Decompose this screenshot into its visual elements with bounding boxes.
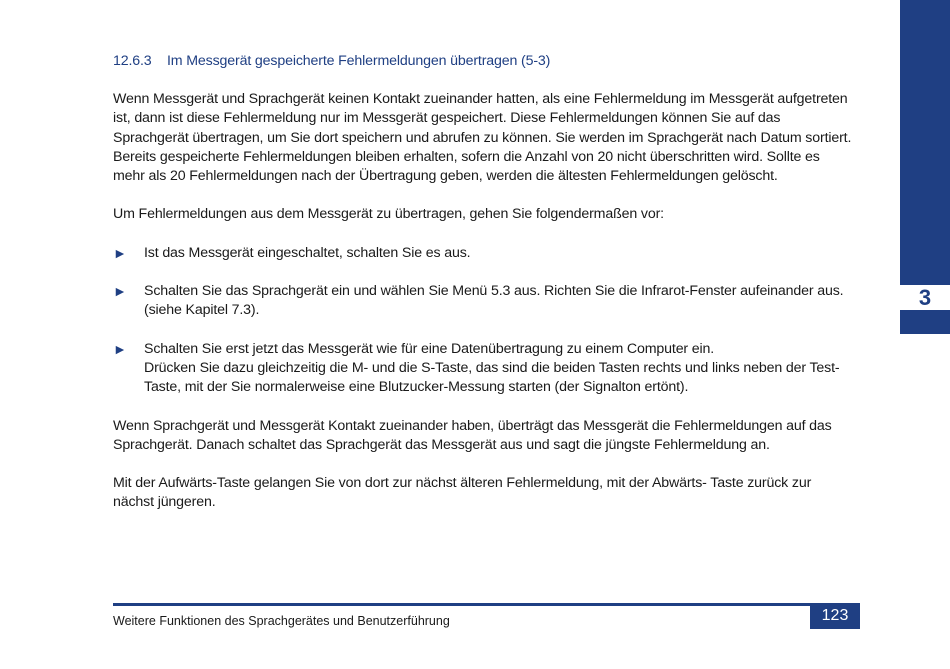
- chapter-tab-band-bottom: [900, 310, 950, 334]
- page-number: 123: [810, 603, 860, 629]
- bullet-text: Drücken Sie dazu gleichzeitig die M- und die S-Taste, das sind die beiden Tasten rechts und links neben der Test-Taste, mit der Sie normalerweise eine Blutzucker-Messung starten (der Signalton ertönt).: [144, 359, 840, 396]
- chapter-tab-band-top: [900, 0, 950, 285]
- bullet-text: Ist das Messgerät eingeschaltet, schalten Sie es aus.: [144, 244, 471, 261]
- bullet-item-1: [113, 244, 853, 263]
- chapter-tab-number: 3: [918, 285, 932, 310]
- instruction-paragraph: Um Fehlermeldungen aus dem Messgerät zu übertragen, gehen Sie folgendermaßen vor:: [113, 206, 664, 223]
- bullet-text: (siehe Kapitel 7.3).: [144, 302, 260, 319]
- section-title: Im Messgerät gespeicherte Fehlermeldungen übertragen (5-3): [167, 53, 551, 69]
- contact-paragraph: Wenn Sprachgerät und Messgerät Kontakt zueinander haben, überträgt das Messgerät die Fehlermeldungen auf das Sprachgerät. Danach schaltet das Sprachgerät das Messgerät aus und sagt die jüngste Fehlermeldung an.: [113, 417, 832, 453]
- navigation-paragraph: Mit der Aufwärts-Taste gelangen Sie von dort zur nächst älteren Fehlermeldung, mit der Abwärts- Taste zurück zur nächst jüngeren.: [113, 475, 812, 511]
- bullet-arrow-icon: ►: [113, 244, 127, 261]
- page-content: [113, 52, 853, 532]
- section-heading: [113, 52, 853, 71]
- bullet-item-2: [113, 282, 853, 320]
- bullet-text: Schalten Sie das Sprachgerät ein und wählen Sie Menü 5.3 aus. Richten Sie die Infrarot-Fenster aufeinander aus.: [144, 283, 844, 300]
- footer-divider: [113, 603, 810, 606]
- bullet-item-3: [113, 340, 853, 398]
- footer-running-title: Weitere Funktionen des Sprachgerätes und Benutzerführung: [113, 614, 450, 628]
- intro-paragraph: Wenn Messgerät und Sprachgerät keinen Kontakt zueinander hatten, als eine Fehlermeldung im Messgerät aufgetreten ist, dann ist diese Fehlermeldung nur im Messgerät gespeichert. Diese Fehlermeldungen können Sie auf das Sprachgerät übertragen, um Sie dort speichern und abrufen zu können. Sie werden im Sprachgerät nach Datum sortiert. Bereits gespeicherte Fehlermeldungen bleiben erhalten, sofern die Anzahl von 20 nicht überschritten wird. Sollte es mehr als 20 Fehlermeldungen nach der Übertragung geben, werden die ältesten Fehlermeldungen gelöscht.: [113, 91, 852, 185]
- bullet-text: Schalten Sie erst jetzt das Messgerät wie für eine Datenübertragung zu einem Computer ein.: [144, 340, 715, 357]
- bullet-arrow-icon: ►: [113, 283, 127, 300]
- bullet-arrow-icon: ►: [113, 340, 127, 357]
- section-number: 12.6.3: [113, 53, 152, 69]
